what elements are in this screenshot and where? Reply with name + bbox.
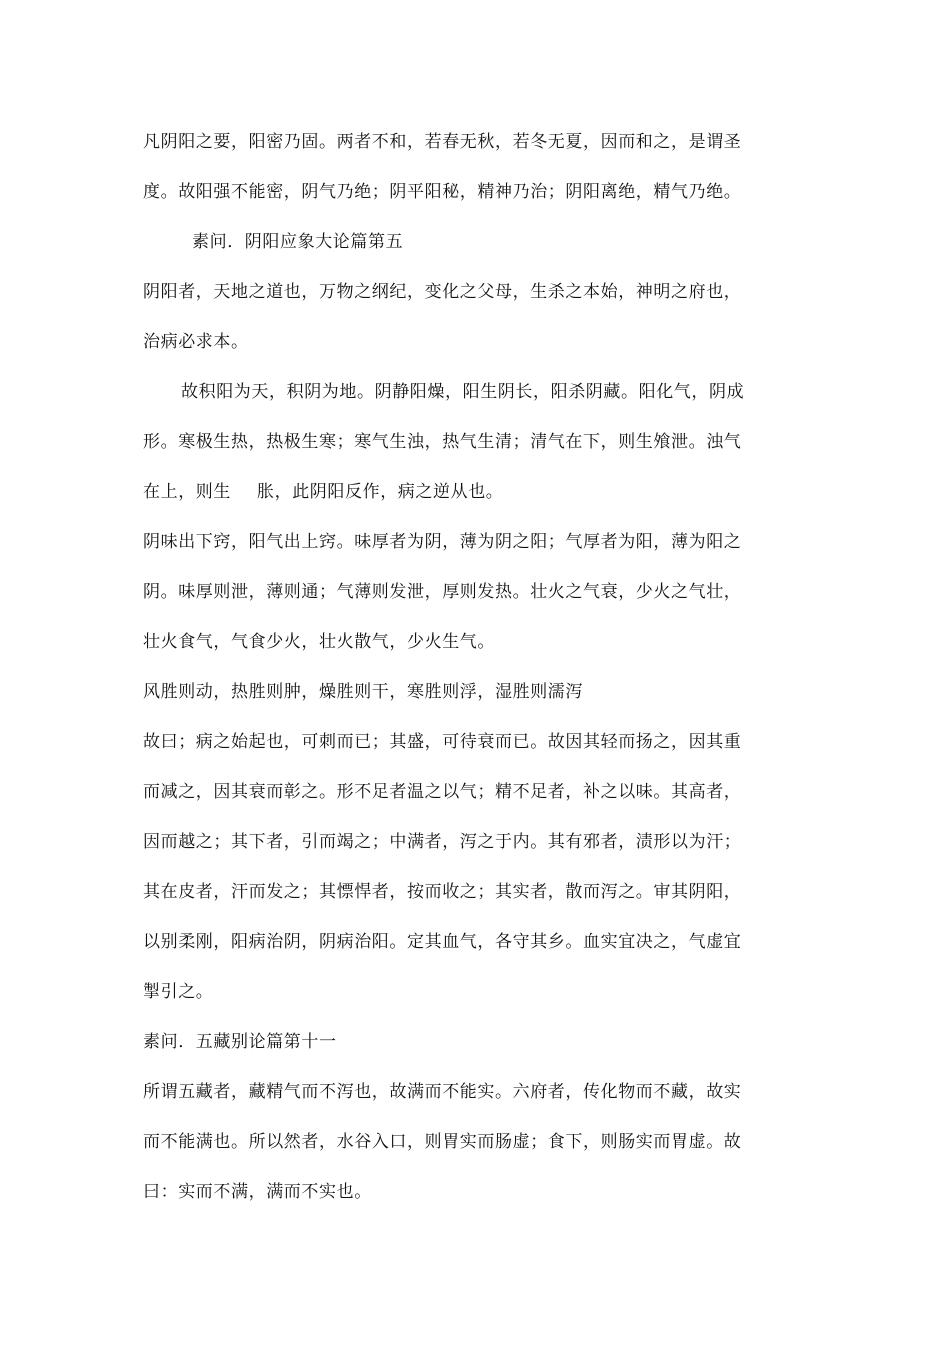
text-line: 阴味出下窍，阳气出上窍。味厚者为阴，薄为阴之阳；气厚者为阳，薄为阳之 — [143, 532, 742, 552]
text-line: 阴阳者，天地之道也，万物之纲纪，变化之父母，生杀之本始，神明之府也， — [143, 282, 742, 302]
text-fragment: 在上，则生 — [143, 482, 231, 502]
section-heading: 素问．阴阳应象大论篇第五 — [192, 232, 404, 252]
text-line: 阴。味厚则泄，薄则通；气薄则发泄，厚则发热。壮火之气衰，少火之气壮， — [143, 582, 742, 602]
text-fragment: 胀，此阴阳反作，病之逆从也。 — [257, 482, 504, 502]
text-line: 风胜则动，热胜则肿，燥胜则干，寒胜则浮，湿胜则濡泻 — [143, 682, 583, 702]
text-line: 故积阳为天，积阴为地。阴静阳燥，阳生阴长，阳杀阴藏。阳化气，阴成 — [181, 382, 745, 402]
text-line: 所谓五藏者，藏精气而不泻也，故满而不能实。六府者，传化物而不藏，故实 — [143, 1082, 742, 1102]
text-line: 而不能满也。所以然者，水谷入口，则胃实而肠虚；食下，则肠实而胃虚。故 — [143, 1132, 742, 1152]
text-line: 而减之，因其衰而彰之。形不足者温之以气；精不足者，补之以味。其高者， — [143, 782, 742, 802]
text-line: 治病必求本。 — [143, 332, 249, 352]
text-line: 形。寒极生热，热极生寒；寒气生浊，热气生清；清气在下，则生飧泄。浊气 — [143, 432, 742, 452]
text-line: 因而越之；其下者，引而竭之；中满者，泻之于内。其有邪者，渍形以为汗； — [143, 832, 742, 852]
text-line: 壮火食气，气食少火，壮火散气，少火生气。 — [143, 632, 495, 652]
text-line — [143, 480, 503, 504]
text-line: 度。故阳强不能密，阴气乃绝；阴平阳秘，精神乃治；阴阳离绝，精气乃绝。 — [143, 182, 742, 202]
section-heading: 素问．五藏别论篇第十一 — [143, 1032, 337, 1052]
text-line: 以别柔刚，阳病治阴，阴病治阳。定其血气，各守其乡。血实宜决之，气虚宜 — [143, 932, 742, 952]
text-line: 故曰；病之始起也，可刺而已；其盛，可待衰而已。故因其轻而扬之，因其重 — [143, 732, 742, 752]
text-line: 掣引之。 — [143, 982, 214, 1002]
text-line: 曰：实而不满，满而不实也。 — [143, 1182, 372, 1202]
text-line: 凡阴阳之要，阳密乃固。两者不和，若春无秋，若冬无夏，因而和之，是谓圣 — [143, 132, 742, 152]
text-line: 其在皮者，汗而发之；其慓悍者，按而收之；其实者，散而泻之。审其阴阳， — [143, 882, 742, 902]
